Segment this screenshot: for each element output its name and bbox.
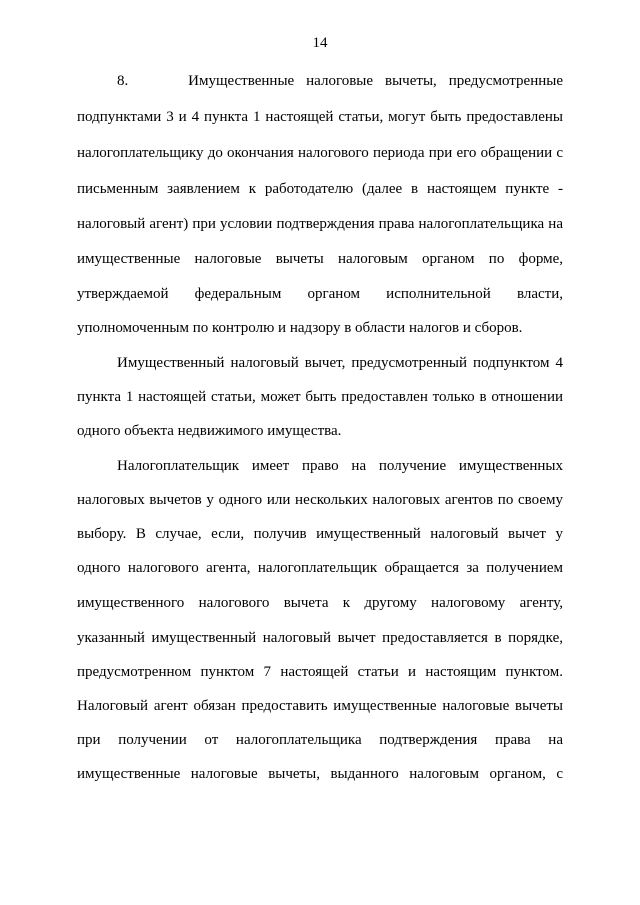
text-line: предусмотренном пунктом 7 настоящей статьи и настоящим пунктом. — [77, 664, 563, 680]
text-line: налоговый агент) при условии подтверждения права налогоплательщика на — [77, 216, 563, 232]
text-line: письменным заявлением к работодателю (далее в настоящем пункте - — [77, 181, 563, 197]
text-line: указанный имущественный налоговый вычет предоставляется в порядке, — [77, 630, 563, 646]
text-line: имущественные налоговые вычеты налоговым органом по форме, — [77, 251, 563, 267]
text-line: одного налогового агента, налогоплательщик обращается за получением — [77, 560, 563, 576]
text-line: выбору. В случае, если, получив имущественный налоговый вычет у — [77, 526, 563, 542]
text-line: 8. Имущественные налоговые вычеты, предусмотренные — [117, 73, 563, 89]
text-line: имущественные налоговые вычеты, выданного налоговым органом, с — [77, 766, 563, 782]
text-line: Налоговый агент обязан предоставить имущественные налоговые вычеты — [77, 698, 563, 714]
text-line: налоговых вычетов у одного или нескольких налоговых агентов по своему — [77, 492, 563, 508]
text-line: Налогоплательщик имеет право на получение имущественных — [117, 458, 563, 474]
text-line: налогоплательщику до окончания налогового периода при его обращении с — [77, 145, 563, 161]
text-line: имущественного налогового вычета к другому налоговому агенту, — [77, 595, 563, 611]
text-line: подпунктами 3 и 4 пункта 1 настоящей статьи, могут быть предоставлены — [77, 109, 563, 125]
text-line: пункта 1 настоящей статьи, может быть предоставлен только в отношении — [77, 389, 563, 405]
text-line: одного объекта недвижимого имущества. — [77, 423, 342, 439]
text-line: при получении от налогоплательщика подтверждения права на — [77, 732, 563, 748]
text-line: уполномоченным по контролю и надзору в области налогов и сборов. — [77, 320, 523, 336]
page-number: 14 — [312, 35, 328, 51]
text-line: утверждаемой федеральным органом исполнительной власти, — [77, 286, 563, 302]
text-line: Имущественный налоговый вычет, предусмотренный подпунктом 4 — [117, 355, 563, 371]
